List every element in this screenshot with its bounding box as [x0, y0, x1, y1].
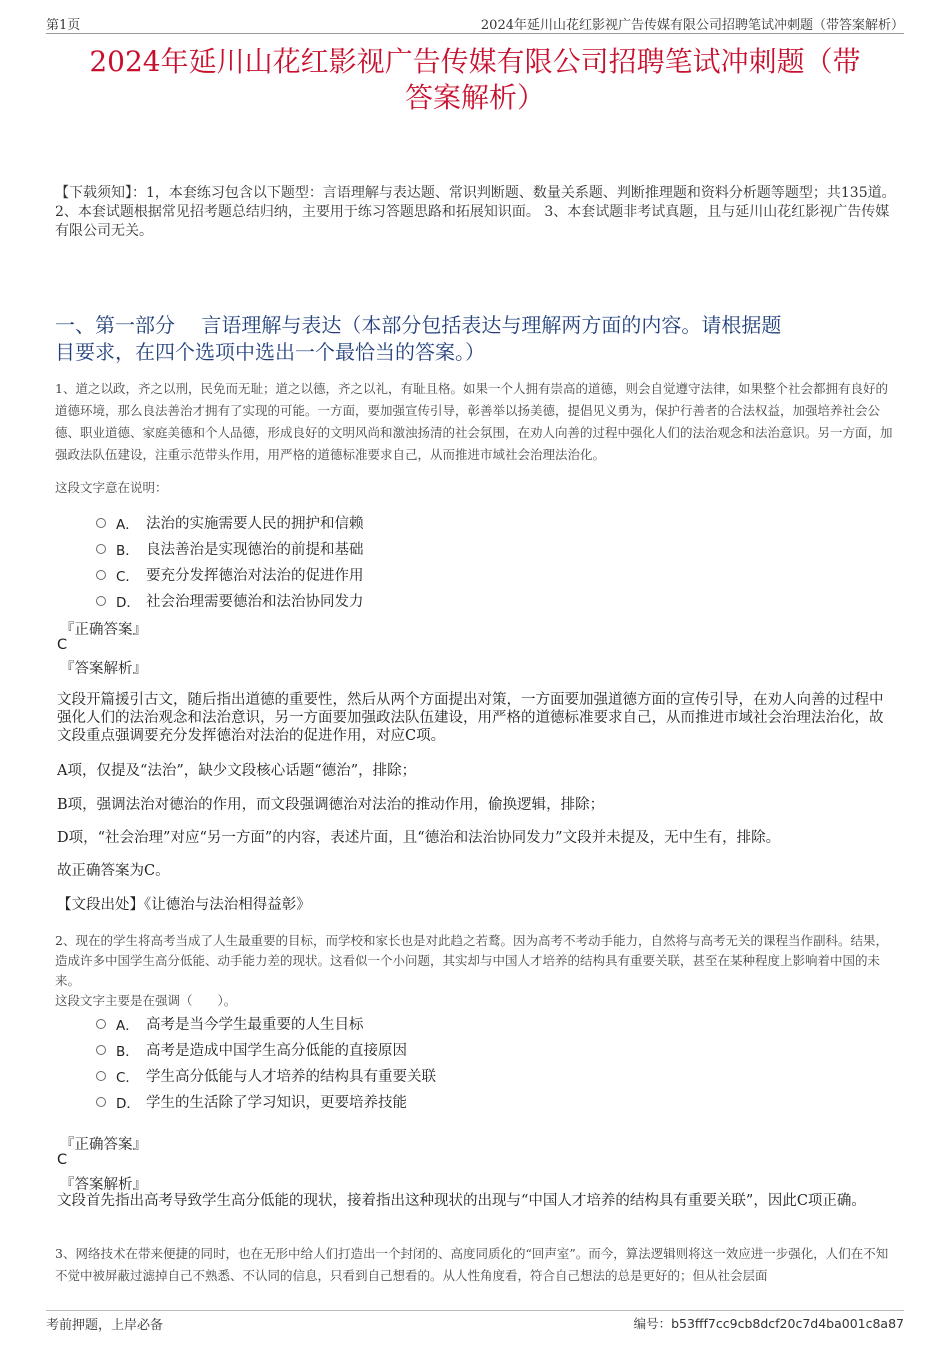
question-1-option-d[interactable]: [96, 590, 364, 611]
question-1-text: 1、道之以政，齐之以刑，民免而无耻；道之以德，齐之以礼，有耻且格。如果一个人拥有崇高的道德，则会自觉遵守法律，如果整个社会都拥有良好的道德环境，那么良法善治才拥有了实现的可能。一方面，要加强宣传引导，彰善举以扬美德，提倡见义勇为，保护行善者的合法权益，加强培养社会公德、职业道德、家庭美德和个人品德，形成良好的文明风尚和激浊扬清的社会氛围，在劝人向善的过程中强化人们的法治观念和法治意识。另一方面，加强政法队伍建设，注重示范带头作用，用严格的道德标准要求自己，从而推进市域社会治理法治化。: [55, 381, 893, 462]
footer-serial: 编号：b53fff7cc9cb8dcf20c7d4ba001c8a87: [633, 1316, 904, 1331]
question-1-analysis: 文段开篇援引古文，随后指出道德的重要性，然后从两个方面提出对策，一方面要加强道德方面的宣传引导，在劝人向善的过程中强化人们的法治观念和法治意识，另一方面要加强政法队伍建设，用严格的道德标准要求自己，从而推进市域社会治理法治化，故文段重点强调要充分发挥德治对法治的促进作用，对应C项。: [57, 692, 884, 744]
option-text: 高考是造成中国学生高分低能的直接原因: [146, 1043, 407, 1059]
document-title-line2: 答案解析）: [404, 81, 545, 114]
footer-divider: [46, 1310, 904, 1311]
document-title: [46, 44, 904, 116]
question-1-option-b-note: B项，强调法治对德治的作用，而文段强调德治对法治的推动作用，偷换逻辑，排除；: [57, 797, 605, 813]
option-letter: D．: [116, 594, 140, 611]
radio-icon[interactable]: [96, 570, 106, 580]
radio-icon[interactable]: [96, 1019, 106, 1029]
option-text: 社会治理需要德治和法治协同发力: [146, 594, 364, 610]
option-text: 学生的生活除了学习知识，更要培养技能: [146, 1095, 407, 1111]
option-letter: A．: [116, 516, 139, 533]
download-notice: 【下载须知】：1，本套练习包含以下题型：言语理解与表达题、常识判断题、数量关系题、判断推理题和资料分析题等题型；共135道。 2、本套试题根据常见招考题总结归纳，主要用于练习答题思路和拓展知识面。 3、本套试题非考试真题，且与延川山花红影视广告传媒有限公司无关。: [55, 185, 896, 239]
question-1-option-a-note: A项，仅提及“法治”，缺少文段核心话题“德治”，排除；: [57, 763, 417, 779]
option-letter: A．: [116, 1017, 139, 1034]
radio-icon[interactable]: [96, 544, 106, 554]
question-1-source: 【文段出处】《让德治与法治相得益彰》: [57, 897, 311, 913]
question-1-option-c[interactable]: [96, 564, 364, 585]
option-letter: C．: [116, 1069, 139, 1086]
radio-icon[interactable]: [96, 1097, 106, 1107]
option-text: 学生高分低能与人才培养的结构具有重要关联: [146, 1069, 436, 1085]
question-2-answer: C: [57, 1152, 68, 1168]
option-text: 法治的实施需要人民的拥护和信赖: [146, 516, 364, 532]
section-heading-line2: 目要求，在四个选项中选出一个最恰当的答案。）: [55, 340, 485, 364]
option-letter: C．: [116, 568, 139, 585]
option-letter: B．: [116, 1043, 139, 1060]
radio-icon[interactable]: [96, 596, 106, 606]
question-1-option-a[interactable]: [96, 512, 364, 533]
question-1-prompt: 这段文字意在说明：: [55, 480, 168, 495]
question-2-prompt: 这段文字主要是在强调（ ）。: [55, 993, 237, 1008]
question-1-analysis-label: 『答案解析』: [60, 661, 147, 677]
radio-icon[interactable]: [96, 1045, 106, 1055]
question-2-option-d[interactable]: [96, 1091, 407, 1112]
section-heading-line1: 一、第一部分 言语理解与表达（本部分包括表达与理解两方面的内容。请根据题: [55, 313, 782, 337]
question-2-option-b[interactable]: [96, 1039, 407, 1060]
question-2-option-c[interactable]: [96, 1065, 436, 1086]
question-3-text: 3、网络技术在带来便捷的同时，也在无形中给人们打造出一个封闭的、高度同质化的“回声室”。而今，算法逻辑则将这一效应进一步强化，人们在不知不觉中被屏蔽过滤掉自己不熟悉、不认同的信息，只看到自己想看的。从人性角度看，符合自己想法的总是更好的；但从社会层面: [55, 1246, 889, 1283]
header-divider: [46, 33, 904, 34]
header-doc-title: 2024年延川山花红影视广告传媒有限公司招聘笔试冲刺题（带答案解析）: [480, 18, 904, 33]
question-2-text: 2、现在的学生将高考当成了人生最重要的目标，而学校和家长也是对此趋之若鹜。因为高考不考动手能力，自然将与高考无关的课程当作副科。结果，造成许多中国学生高分低能、动手能力差的现状。这看似一个小问题，其实却与中国人才培养的结构具有重要关联，甚至在某种程度上影响着中国的未来。: [55, 933, 888, 988]
document-title-line1: 2024年延川山花红影视广告传媒有限公司招聘笔试冲刺题（带: [89, 45, 861, 78]
question-1-answer: C: [57, 637, 68, 653]
radio-icon[interactable]: [96, 518, 106, 528]
footer-slogan: 考前押题，上岸必备: [46, 1318, 164, 1333]
option-letter: B．: [116, 542, 139, 559]
question-2-option-a[interactable]: [96, 1013, 364, 1034]
radio-icon[interactable]: [96, 1071, 106, 1081]
question-1-option-d-note: D项，“社会治理”对应“另一方面”的内容，表述片面，且“德治和法治协同发力”文段并未提及，无中生有，排除。: [57, 830, 781, 846]
option-text: 良法善治是实现德治的前提和基础: [146, 542, 364, 558]
question-1-answer-label: 『正确答案』: [60, 622, 147, 638]
section-heading: [55, 312, 900, 366]
question-2-analysis: 文段首先指出高考导致学生高分低能的现状，接着指出这种现状的出现与“中国人才培养的结构具有重要关联”，因此C项正确。: [57, 1193, 866, 1209]
question-1-option-b[interactable]: [96, 538, 364, 559]
page-number: 第1页: [46, 18, 81, 33]
question-1-conclusion: 故正确答案为C。: [57, 863, 170, 879]
option-text: 高考是当今学生最重要的人生目标: [146, 1017, 364, 1033]
option-letter: D．: [116, 1095, 140, 1112]
question-2-answer-label: 『正确答案』: [60, 1137, 147, 1153]
question-2-analysis-label: 『答案解析』: [60, 1177, 147, 1193]
option-text: 要充分发挥德治对法治的促进作用: [146, 568, 364, 584]
